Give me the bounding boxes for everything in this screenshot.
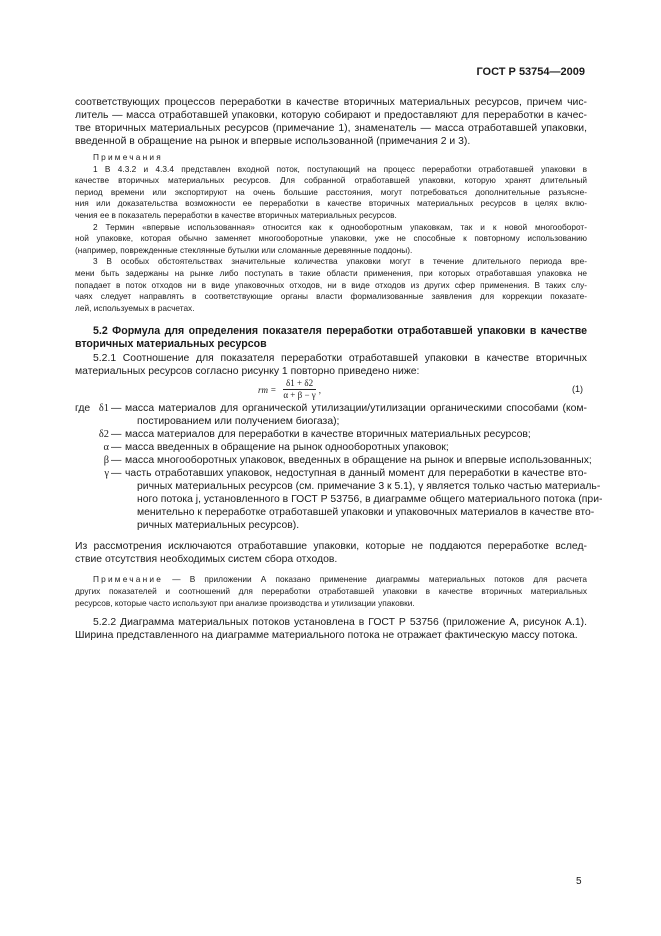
- text-line: чаях следует направлять в соответствующие органы власти формализованные заявления для коррекции показате-: [75, 291, 587, 302]
- formula-tail: ,: [318, 384, 322, 395]
- note-1: [75, 164, 587, 222]
- formula-1: [75, 378, 587, 402]
- exclusion-paragraph: [75, 540, 587, 566]
- text-line: ной упаковке, которая обычно заменяет многооборотные упаковки, уже не способные к повторному использованию: [75, 233, 587, 244]
- note-line: ресурсов, которые часто используют при анализе производства и утилизации упаковки.: [75, 597, 415, 608]
- definition-symbol: β: [103, 455, 109, 467]
- paragraph-5-2-2: [75, 616, 587, 642]
- definition-text: [125, 402, 587, 428]
- document-body: [75, 96, 603, 642]
- text-line: ричных материальных ресурсов (см. примечание 3 к 5.1), γ является только частью материаль-: [137, 481, 601, 493]
- text-line: менительно к переработке отработавшей упаковки и упаковочных материалов в качестве вто-: [137, 507, 595, 519]
- section-heading-5-2: [75, 325, 587, 351]
- text-line: 5.2 Формула для определения показателя переработки отработавшей упаковки в качестве: [93, 325, 587, 338]
- definition-item: [75, 402, 587, 428]
- formula-denominator: α + β − γ: [283, 390, 316, 401]
- definition-text: [125, 454, 592, 467]
- note-line: других показателей и соотношений для переработки отработавшей упаковки в качестве вторичных материальных: [75, 585, 587, 596]
- document-header-standard: ГОСТ Р 53754—2009: [476, 66, 585, 78]
- definition-text: [125, 467, 603, 532]
- definition-symbol: δ1: [98, 403, 109, 415]
- text-line: попадает в поток отходов ни в виде упаковочных отходов, ни в виде отходов из других сфер применения. В таких слу-: [75, 279, 587, 290]
- text-line: материальных ресурсов согласно рисунку 1 повторно приведено ниже:: [75, 366, 420, 378]
- page-number: 5: [576, 876, 582, 887]
- text-line: ния или доказательства возможности ее переработки в качестве вторичных материальных ресурсов в целях вклю-: [75, 198, 587, 209]
- definition-dash: —: [111, 429, 122, 441]
- notes-block-1: [75, 152, 587, 314]
- intro-paragraph: [75, 96, 587, 148]
- definition-dash: —: [111, 455, 122, 467]
- text-line: вторичных материальных ресурсов: [75, 338, 267, 351]
- text-line: соответствующих процессов переработки в качестве вторичных материальных ресурсов, причем чис-: [75, 97, 587, 108]
- text-line: период времени или экспортируют на очень большие расстояния, могут потребоваться дополнительные разъясне-: [75, 186, 587, 197]
- definition-dash: —: [111, 442, 122, 454]
- definition-item: [75, 428, 587, 441]
- text-line: чения ее в показатель переработки в качестве вторичных материальных ресурсов.: [75, 209, 397, 220]
- text-line: часть отработавших упаковок, недоступная в данный момент для переработки в качестве вто-: [125, 468, 587, 480]
- definition-symbol: γ: [104, 468, 109, 480]
- note-2: [75, 222, 587, 257]
- text-line: качестве вторичных материальных ресурсов. Для собранной отработавшей упаковки, которую хранят длительный: [75, 175, 587, 186]
- formula-numerator: δ1 + δ2: [283, 378, 316, 390]
- text-line: ного потока j, установленного в ГОСТ Р 53756, в диаграмме общего материального потока (при-: [137, 494, 603, 506]
- text-line: 1 В 4.3.2 и 4.3.4 представлен входной поток, поступающий на процесс переработки отработавшей упаковки в: [93, 163, 587, 174]
- paragraph-5-2-1: [75, 352, 587, 378]
- definitions-list: [75, 402, 603, 532]
- text-line: Из рассмотрения исключаются отработавшие упаковки, которые не поддаются переработке вслед-: [75, 541, 587, 553]
- text-line: (например, поврежденные стеклянные бутылки или сломанные деревянные поддоны).: [75, 244, 413, 255]
- definition-symbol: δ2: [98, 429, 109, 441]
- definition-text: [125, 441, 587, 454]
- text-line: масса материалов для органической утилизации/утилизации органическими способами (ком-: [125, 403, 587, 415]
- note-3: [75, 256, 587, 314]
- formula-lhs: rm =: [258, 384, 277, 395]
- note-title: Примечание: [93, 574, 164, 585]
- definition-item: [75, 441, 587, 454]
- formula-number: (1): [572, 384, 583, 395]
- note-line: [75, 574, 587, 586]
- text-line: 3 В особых обстоятельствах значительные количества упаковки могут в течение длительного периода вре-: [93, 256, 587, 267]
- definition-text: [125, 428, 587, 441]
- note-text: — В приложении А показано применение диаграммы материальных потоков для расчета: [172, 574, 587, 585]
- text-line: Ширина представленного на диаграмме материального потока не отражает фактическую массу потока.: [75, 630, 578, 642]
- text-line: масса многооборотных упаковок, введенных в обращение на рынок и впервые использованных;: [125, 455, 592, 467]
- text-line: постированием или получением биогаза);: [137, 416, 340, 428]
- text-line: масса введенных в обращение на рынок однооборотных упаковок;: [125, 442, 449, 454]
- text-line: введенной в обращение на рынок и впервые использованной (примечания 2 и 3).: [75, 136, 471, 147]
- definition-symbol: α: [103, 442, 109, 454]
- text-line: мени быть задержаны на рынке либо поступать в такие области применения, при которых отработавшая упаковка не: [75, 267, 587, 278]
- text-line: ричных материальных ресурсов).: [137, 520, 300, 532]
- text-line: литель — масса отработавшей упаковки, которую собирают и предоставляют для переработки в качес-: [75, 110, 587, 121]
- notes-title: Примечания: [93, 152, 163, 162]
- definition-dash: —: [111, 403, 122, 415]
- definition-item: [75, 454, 592, 467]
- definition-dash: —: [111, 468, 122, 480]
- text-line: 2 Термин «впервые использованная» относится как к однооборотным упаковкам, так и к новой многооборот-: [93, 221, 587, 232]
- where-label: где: [75, 403, 91, 415]
- text-line: лей, используемых в расчетах.: [75, 302, 195, 313]
- text-line: ствие отсутствия необходимых систем сбора отходов.: [75, 554, 338, 566]
- text-line: масса материалов для переработки в качестве вторичных материальных ресурсов;: [125, 429, 531, 441]
- notes-block-2: [75, 574, 587, 609]
- definition-item: [75, 467, 603, 532]
- text-line: 5.2.1 Соотношение для показателя переработки отработавшей упаковки в качестве вторичных: [93, 353, 587, 365]
- text-line: 5.2.2 Диаграмма материальных потоков установлена в ГОСТ Р 53756 (приложение А, рисунок А.1).: [93, 617, 587, 629]
- text-line: тве вторичных материальных ресурсов (примечание 1), знаменатель — масса отработавшей упаковки,: [75, 123, 587, 134]
